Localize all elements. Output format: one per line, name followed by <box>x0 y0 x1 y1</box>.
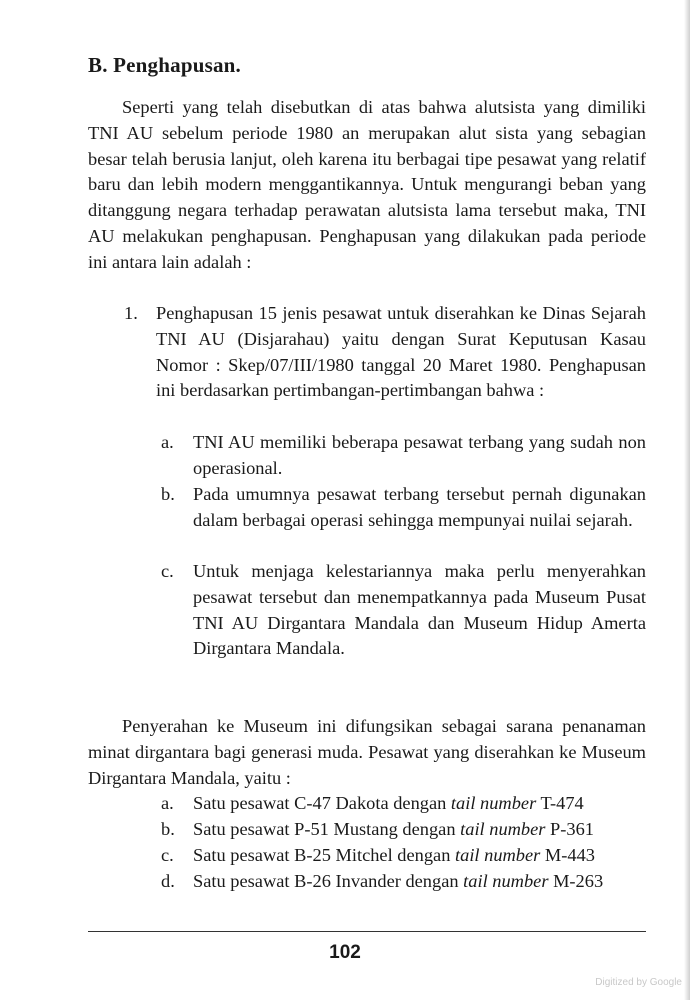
list-marker: b. <box>161 819 175 839</box>
page-number: 102 <box>329 942 361 963</box>
section-heading: B. Penghapusan. <box>88 53 241 77</box>
list-marker: a. <box>161 793 174 813</box>
list-item: Satu pesawat B-26 Invander dengan tail number M-263 <box>193 871 604 891</box>
museum-paragraph: Penyerahan ke Museum ini difungsikan sebagai sarana penanaman minat dirgantara bagi generasi muda. Pesawat yang diserahkan ke Museum Dirgantara Mandala, yaitu : <box>88 716 646 788</box>
list-item: Satu pesawat C-47 Dakota dengan tail number T-474 <box>193 793 584 813</box>
list-marker: d. <box>161 871 175 891</box>
list-marker: c. <box>161 845 174 865</box>
list-marker: c. <box>161 561 174 581</box>
list-item: Untuk menjaga kelestariannya maka perlu menyerahkan pesawat tersebut dan menempatkannya pada Museum Pusat TNI AU Dirgantara Mandala dan Museum Hidup Amerta Dirgantara Mandala. <box>193 561 646 659</box>
list-item: Satu pesawat B-25 Mitchel dengan tail number M-443 <box>193 845 595 865</box>
list-marker: a. <box>161 432 174 452</box>
page-edge-shadow <box>684 0 690 1000</box>
list-marker: 1. <box>124 303 138 323</box>
footer-divider <box>88 931 646 932</box>
intro-paragraph: Seperti yang telah disebutkan di atas bahwa alutsista yang dimiliki TNI AU sebelum periode 1980 an merupakan alut sista yang sebagian besar telah berusia lanjut, oleh karena itu berbagai tipe pesawat yang relatif baru dan lebih modern menggantikannya. Untuk mengurangi beban yang ditanggung negara terhadap perawatan alutsista lama tersebut maka, TNI AU melakukan penghapusan. Penghapusan yang dilakukan pada periode ini antara lain adalah : <box>88 97 646 272</box>
list-item: TNI AU memiliki beberapa pesawat terbang yang sudah non operasional. <box>193 432 646 478</box>
list-item: Pada umumnya pesawat terbang tersebut pernah digunakan dalam berbagai operasi sehingga mempunyai nuilai sejarah. <box>193 484 646 530</box>
watermark: Digitized by Google <box>595 977 682 988</box>
list-marker: b. <box>161 484 175 504</box>
list-item: Penghapusan 15 jenis pesawat untuk diserahkan ke Dinas Sejarah TNI AU (Disjarahau) yaitu dengan Surat Keputusan Kasau Nomor : Skep/07/III/1980 tanggal 20 Maret 1980. Penghapusan ini berdasarkan pertimbangan-pertimbangan bahwa : <box>156 303 646 401</box>
list-item: Satu pesawat P-51 Mustang dengan tail number P-361 <box>193 819 594 839</box>
